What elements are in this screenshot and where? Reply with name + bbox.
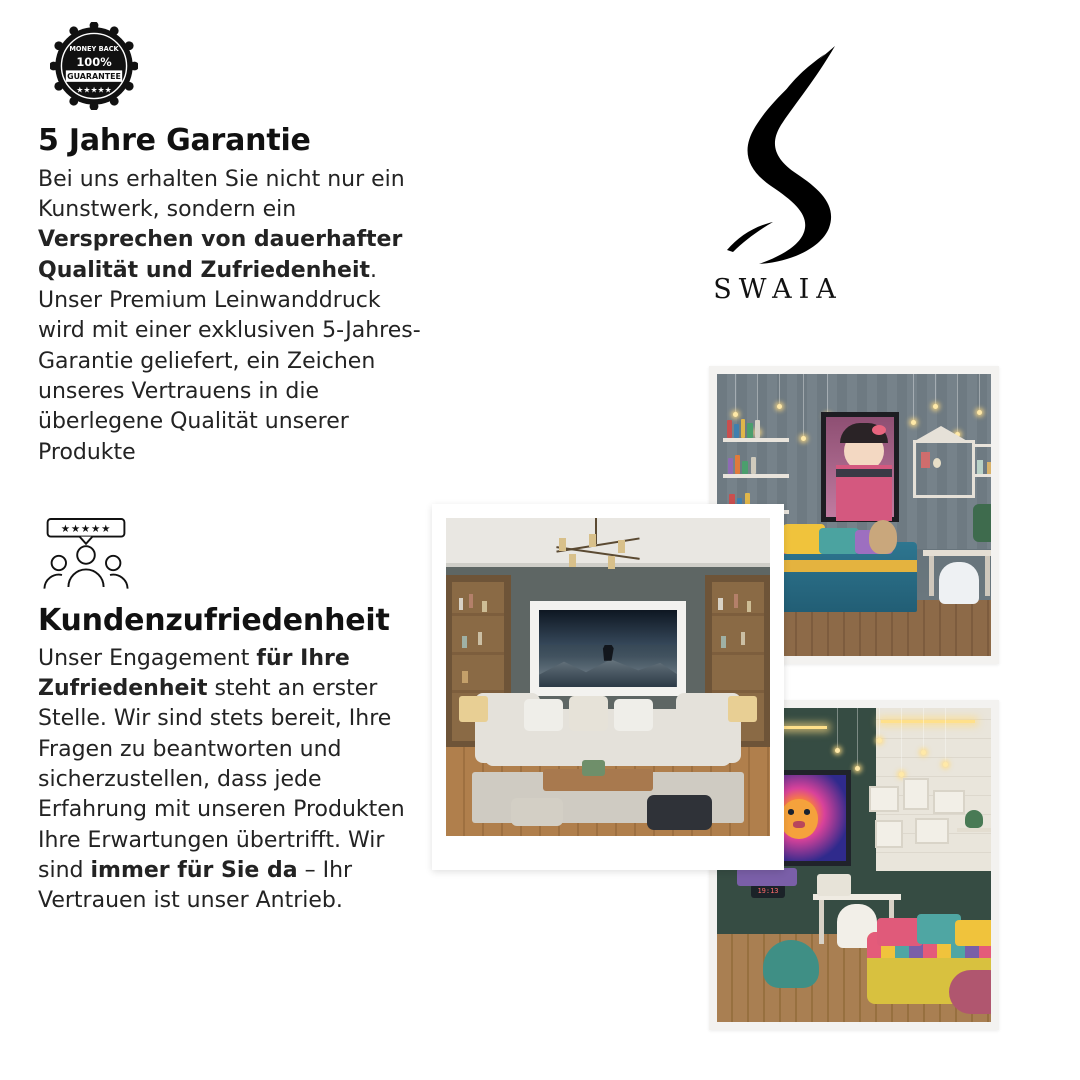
brand-name: SWAIA	[713, 274, 843, 305]
living-room-photo	[432, 504, 784, 870]
guarantee-seal-icon	[50, 22, 138, 110]
brand-logo	[660, 40, 890, 340]
swaia-s-logo-icon	[675, 40, 875, 272]
svg-text:★★★★★: ★★★★★	[60, 522, 112, 535]
section-title-satisfaction: Kundenzufriedenheit	[38, 603, 390, 639]
svg-text:100%: 100%	[76, 55, 112, 69]
svg-text:GUARANTEE: GUARANTEE	[67, 72, 121, 82]
digital-clock: 19:13	[751, 884, 785, 898]
customers-rating-icon	[38, 516, 134, 594]
section-body-guarantee: Bei uns erhalten Sie nicht nur ein Kunstwerk, sondern ein Versprechen von dauerhafter Qualität und Zufriedenheit. Unser Premium Leinwanddruck wird mit einer exklusiven 5-Jahres-Garantie geliefert, ein Zeichen unseres Vertrauens in die überlegene Qualität unserer Produkte	[38, 166, 421, 465]
section-title-guarantee: 5 Jahre Garantie	[38, 123, 311, 158]
svg-text:MONEY BACK: MONEY BACK	[69, 45, 119, 54]
svg-text:★★★★★: ★★★★★	[76, 85, 112, 95]
left-content-column	[38, 22, 430, 917]
section-body-satisfaction: Unser Engagement für Ihre Zufriedenheit steht an erster Stelle. Wir sind stets bereit, Ihre Fragen zu beantworten und sicherzustellen, dass jede Erfahrung mit unseren Produkten Ihre Erwartungen übertrifft. Wir sind immer für Sie da – Ihr Vertrauen ist unser Antrieb.	[38, 645, 405, 914]
